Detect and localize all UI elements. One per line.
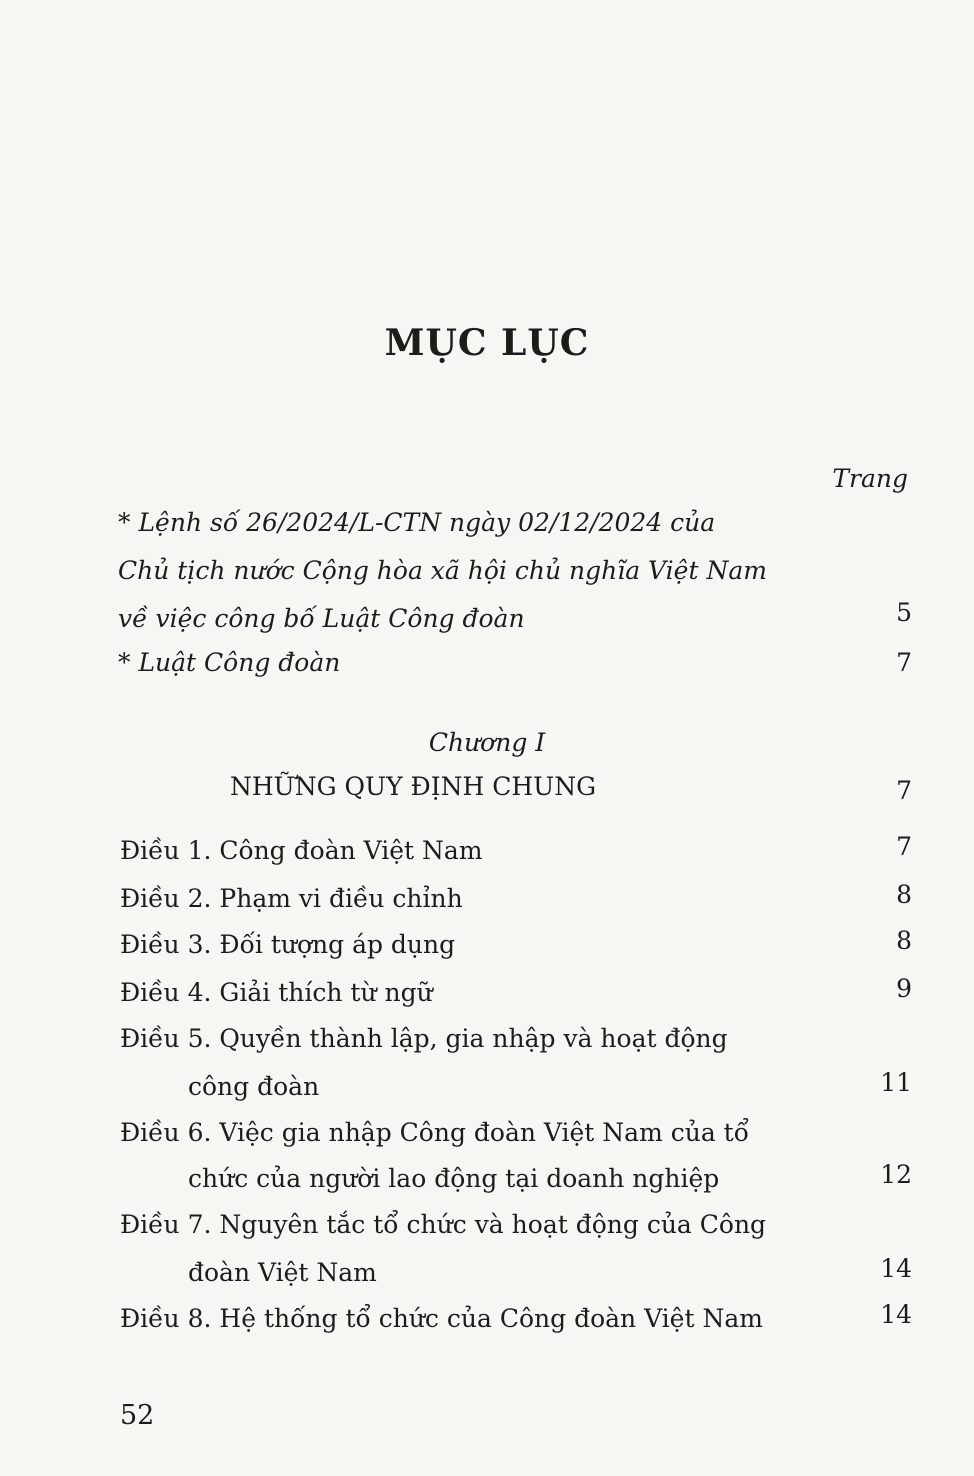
toc-entry-line: Điều 3. Đối tượng áp dụng [120,930,456,959]
toc-entry-line: * Lệnh số 26/2024/L-CTN ngày 02/12/2024 của [118,508,716,537]
toc-entry-article-8[interactable] [0,1300,974,1348]
toc-entry-article-7[interactable] [0,1210,974,1254]
page-column-header: Trang [832,464,908,493]
chapter-label: Chương I [428,728,546,757]
toc-entry-article-7-cont[interactable] [0,1254,974,1302]
toc-page-number: 7 [896,832,912,861]
toc-entry-line: đoàn Việt Nam [188,1258,377,1287]
toc-page-number: 11 [880,1068,912,1097]
toc-page-number: 8 [896,926,912,955]
toc-entry-article-3[interactable] [0,926,974,974]
toc-entry-article-1[interactable] [0,832,974,880]
toc-entry-law[interactable] [0,648,974,692]
toc-page-number: 9 [896,974,912,1003]
toc-entry-line: Điều 2. Phạm vi điều chỉnh [120,884,463,913]
toc-entry-line: Điều 5. Quyền thành lập, gia nhập và hoạt động [120,1024,728,1053]
toc-entry-line: công đoàn [188,1072,320,1101]
toc-entry-article-2[interactable] [0,880,974,928]
toc-entry-line: Điều 6. Việc gia nhập Công đoàn Việt Nam của tổ [120,1118,750,1147]
toc-page-number: 14 [880,1254,912,1283]
toc-entry-line: * Luật Công đoàn [118,648,341,677]
page-title: MỤC LỤC [384,322,590,364]
toc-page-number: 5 [896,598,912,627]
toc-entry-article-6-cont[interactable] [0,1160,974,1208]
toc-entry-article-6[interactable] [0,1118,974,1162]
toc-page-number: 14 [880,1300,912,1329]
toc-entry-decree[interactable] [0,508,974,552]
toc-page-number: 8 [896,880,912,909]
toc-page-number: 7 [896,776,912,805]
toc-entry-line: Điều 1. Công đoàn Việt Nam [120,836,483,865]
toc-entry-line: Chủ tịch nước Cộng hòa xã hội chủ nghĩa Việt Nam [118,556,767,585]
toc-entry-article-4[interactable] [0,974,974,1022]
toc-entry-line: Điều 4. Giải thích từ ngữ [120,978,433,1007]
toc-entry-article-5[interactable] [0,1024,974,1068]
page-number: 52 [120,1400,155,1431]
toc-entry-line: Điều 8. Hệ thống tổ chức của Công đoàn Việt Nam [120,1304,763,1333]
chapter-title: NHỮNG QUY ĐỊNH CHUNG [230,772,597,801]
toc-entry-decree-cont[interactable] [0,556,974,600]
toc-entry-chapter[interactable] [0,772,974,816]
toc-page-number: 12 [880,1160,912,1189]
toc-entry-line: Điều 7. Nguyên tắc tổ chức và hoạt động của Công [120,1210,767,1239]
toc-entry-line: chức của người lao động tại doanh nghiệp [188,1164,720,1193]
toc-page-number: 7 [896,648,912,677]
toc-entry-article-5-cont[interactable] [0,1068,974,1116]
toc-entry-decree-cont2[interactable] [0,598,974,648]
toc-entry-line: về việc công bố Luật Công đoàn [118,604,525,633]
